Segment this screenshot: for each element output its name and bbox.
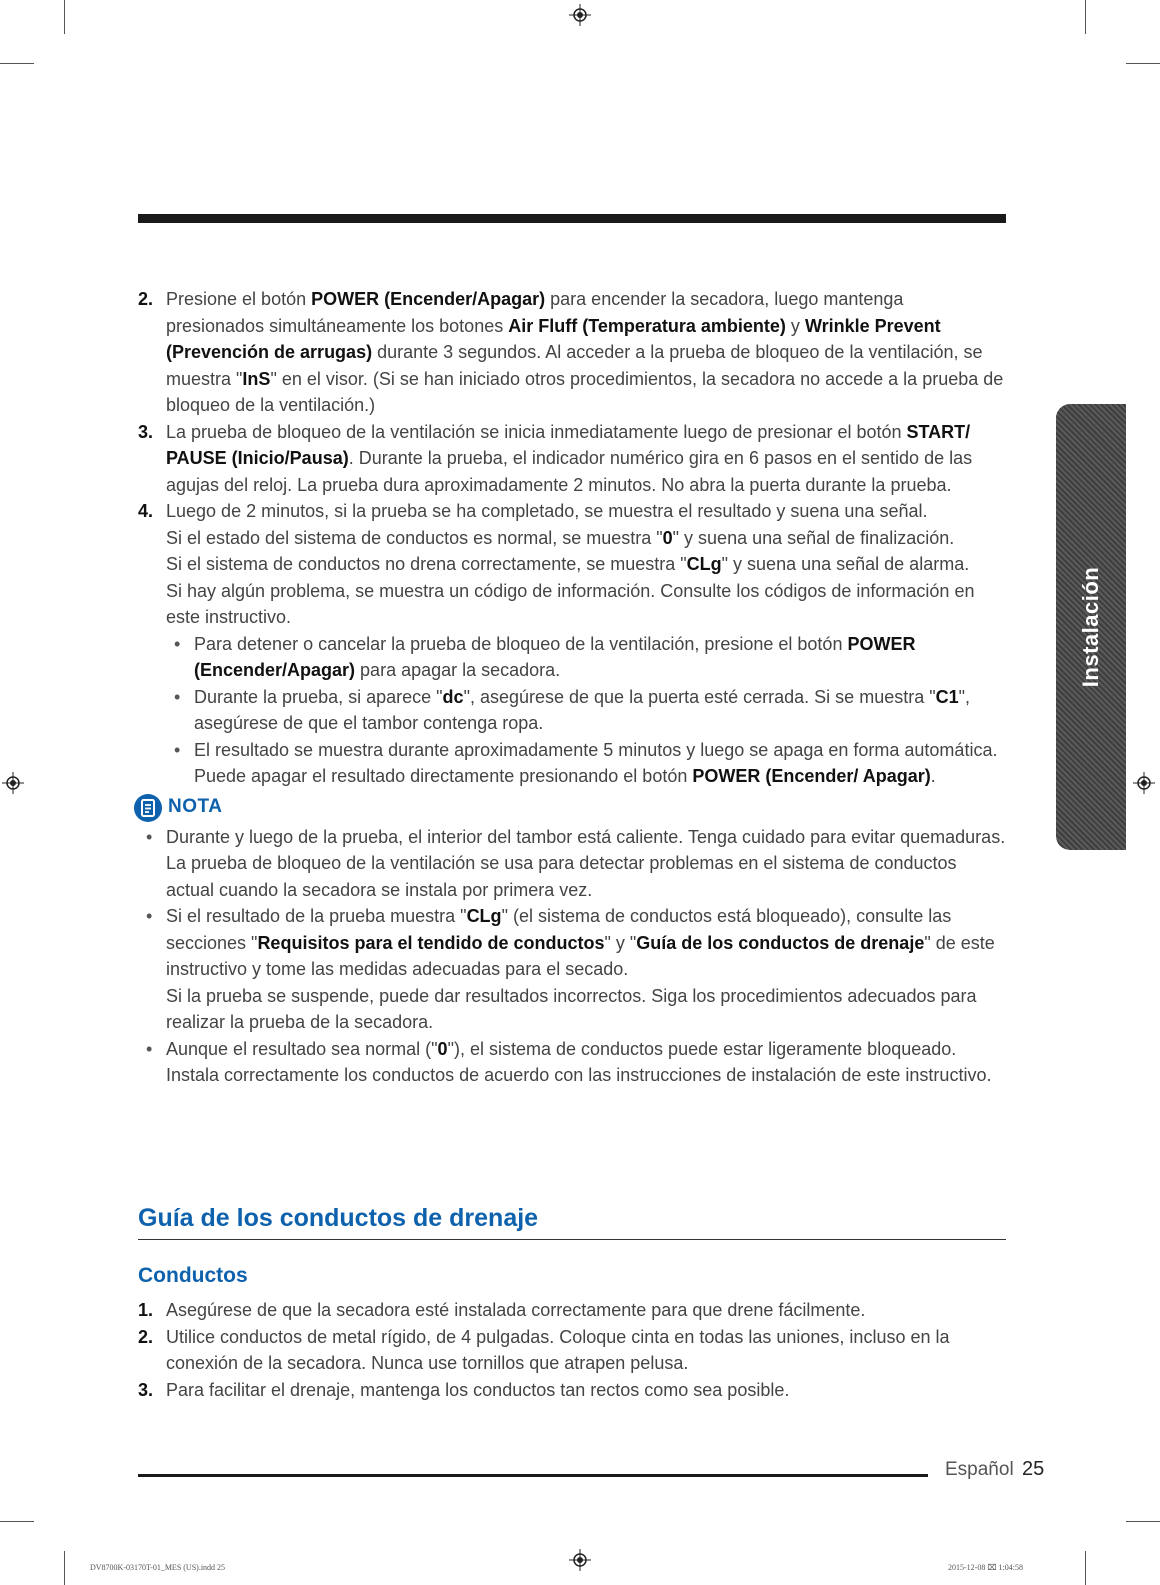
text-run: " en el visor. (Si se han iniciado otros procedimientos, la secadora no accede a la prueba de bloqueo de la ventilación.)	[166, 368, 1004, 415]
text-run: .	[930, 766, 936, 786]
step-text: Asegúrese de que la secadora esté instalada correctamente para que drene fácilmente.	[166, 1300, 866, 1320]
chapter-side-tab-label: Instalación	[1078, 566, 1103, 688]
conducts-step-item	[138, 1324, 1006, 1377]
text-run: Si el resultado de la prueba muestra "	[166, 906, 467, 926]
registration-mark-icon	[2, 772, 24, 794]
conducts-step-item	[138, 1297, 1006, 1324]
bold-term: 0	[662, 527, 673, 548]
note-paragraph	[166, 850, 1006, 903]
bold-term: InS	[242, 368, 271, 389]
step-list	[138, 286, 1006, 525]
registration-mark-icon	[1133, 772, 1155, 794]
section-title: Guía de los conductos de drenaje	[138, 1204, 1006, 1240]
text-run: y	[785, 315, 805, 336]
bold-term: POWER (Encender/Apagar)	[194, 633, 916, 680]
step-4-line	[166, 551, 1006, 578]
bold-term: dc	[442, 686, 464, 707]
registration-mark-icon	[569, 1549, 591, 1571]
note-item	[138, 903, 1006, 1036]
text-run: La prueba de bloqueo de la ventilación se inicia inmediatamente luego de presionar el botón	[166, 421, 907, 442]
note-item	[138, 824, 1006, 904]
footer-language: Español	[945, 1459, 1014, 1480]
text-run: Durante la prueba, si aparece "	[194, 686, 443, 707]
step-number: 3.	[138, 1379, 154, 1400]
footer-rule	[138, 1474, 928, 1477]
text-run: La prueba de bloqueo de la ventilación se usa para detectar problemas en el sistema de conductos actual cuando la secadora se instala por primera vez.	[166, 853, 957, 900]
text-run: " y suena una señal de alarma.	[721, 554, 970, 574]
text-run: durante 3 segundos. Al acceder a la prueba de bloqueo de la ventilación, se muestra "	[166, 342, 983, 389]
step-number: 4.	[138, 501, 154, 521]
text-run: Si hay algún problema, se muestra un código de información. Consulte los códigos de información en este instructivo.	[166, 580, 975, 627]
note-paragraph	[166, 903, 1006, 983]
bold-term: CLg	[466, 906, 502, 926]
note-paragraph	[166, 1036, 1006, 1089]
bold-term: 0	[437, 1038, 448, 1059]
main-content	[138, 286, 1006, 1089]
bold-term: Requisitos para el tendido de conductos	[257, 932, 605, 953]
text-run: . Durante la prueba, el indicador numérico gira en 6 pasos en el sentido de las agujas del reloj. La prueba dura aproximadamente 2 minutos. No abra la puerta durante la prueba.	[166, 448, 973, 495]
crop-mark	[1085, 0, 1086, 34]
step-text: Para facilitar el drenaje, mantenga los conductos tan rectos como sea posible.	[166, 1379, 790, 1400]
step-item	[138, 498, 1006, 525]
note-item	[138, 1036, 1006, 1089]
step-4-bullet	[166, 737, 1006, 790]
text-run: Si el estado del sistema de conductos es normal, se muestra "	[166, 527, 663, 548]
text-run: Presione el botón	[166, 289, 312, 309]
text-run: Si el sistema de conductos no drena correctamente, se muestra "	[166, 554, 687, 574]
crop-mark	[64, 0, 65, 34]
crop-mark	[1085, 1551, 1086, 1585]
text-run: Aunque el resultado sea normal ("	[166, 1038, 438, 1059]
bold-term: Wrinkle Prevent (Prevención de arrugas)	[166, 315, 941, 362]
text-run: para encender la secadora, luego mantenga presionados simultáneamente los botones	[166, 289, 904, 336]
step-4-bullet	[166, 684, 1006, 737]
crop-mark	[0, 63, 34, 64]
step-number: 1.	[138, 1300, 154, 1320]
bold-term: CLg	[686, 554, 722, 574]
text-run: para apagar la secadora.	[355, 660, 561, 680]
text-run: ", asegúrese de que el tambor contenga ropa.	[194, 686, 971, 733]
text-run: Luego de 2 minutos, si la prueba se ha completado, se muestra el resultado y suena una señal.	[166, 501, 928, 521]
crop-mark	[1126, 1521, 1160, 1522]
note-icon	[134, 794, 162, 822]
text-run: Para detener o cancelar la prueba de bloqueo de la ventilación, presione el botón	[194, 633, 848, 654]
text-run: El resultado se muestra durante aproximadamente 5 minutos y luego se apaga en forma automática. Puede apagar el resultado directamente presionando el botón	[194, 739, 998, 786]
bold-term: POWER (Encender/ Apagar)	[692, 766, 931, 786]
page-number: 25	[1022, 1458, 1045, 1480]
text-run: "), el sistema de conductos puede estar ligeramente bloqueado. Instala correctamente los conductos de acuerdo con las instrucciones de instalación de este instructivo.	[166, 1038, 992, 1085]
text-run: ", asegúrese de que la puerta esté cerrada. Si se muestra "	[463, 686, 936, 707]
crop-mark	[0, 1521, 34, 1522]
note-list	[138, 824, 1006, 1089]
step-4-line	[166, 578, 1006, 631]
crop-mark	[1126, 63, 1160, 64]
step-number: 3.	[138, 421, 154, 442]
note-header	[134, 794, 1006, 822]
conducts-step-list	[138, 1297, 1006, 1403]
step-4-line	[166, 525, 1006, 552]
print-slug-left: DV8700K-03170T-01_MES (US).indd 25	[90, 1563, 226, 1572]
step-item	[138, 419, 1006, 499]
print-slug-right: 2015-12-08 ⌧ 1:04:58	[948, 1563, 1023, 1572]
subsection-title: Conductos	[138, 1264, 248, 1287]
text-run: Durante y luego de la prueba, el interior del tambor está caliente. Tenga cuidado para evitar quemaduras.	[166, 826, 1006, 847]
bold-term: C1	[935, 686, 959, 707]
text-run: " y "	[604, 932, 637, 953]
text-run: " (el sistema de conductos está bloqueado), consulte las secciones "	[166, 906, 952, 953]
bold-term: START/ PAUSE (Inicio/Pausa)	[166, 421, 971, 468]
note-label: NOTA	[168, 796, 223, 818]
bold-term: Air Fluff (Temperatura ambiente)	[508, 315, 786, 336]
bold-term: POWER (Encender/Apagar)	[311, 289, 546, 309]
step-number: 2.	[138, 1326, 154, 1347]
registration-mark-icon	[569, 4, 591, 26]
note-paragraph	[166, 824, 1006, 851]
step-number: 2.	[138, 289, 154, 309]
step-item	[138, 286, 1006, 419]
crop-mark	[64, 1551, 65, 1585]
bold-term: Guía de los conductos de drenaje	[636, 932, 925, 953]
step-text: Utilice conductos de metal rígido, de 4 pulgadas. Coloque cinta en todas las uniones, incluso en la conexión de la secadora. Nunca use tornillos que atrapen pelusa.	[166, 1326, 950, 1373]
step-4-bullet	[166, 631, 1006, 684]
header-rule	[138, 214, 1006, 223]
conducts-step-item	[138, 1377, 1006, 1404]
text-run: Si la prueba se suspende, puede dar resultados incorrectos. Siga los procedimientos adecuados para realizar la prueba de la secadora.	[166, 985, 977, 1032]
note-paragraph	[166, 983, 1006, 1036]
text-run: " de este instructivo y tome las medidas adecuadas para el secado.	[166, 932, 995, 979]
text-run: " y suena una señal de finalización.	[672, 527, 955, 548]
step-4-details	[166, 525, 1006, 790]
